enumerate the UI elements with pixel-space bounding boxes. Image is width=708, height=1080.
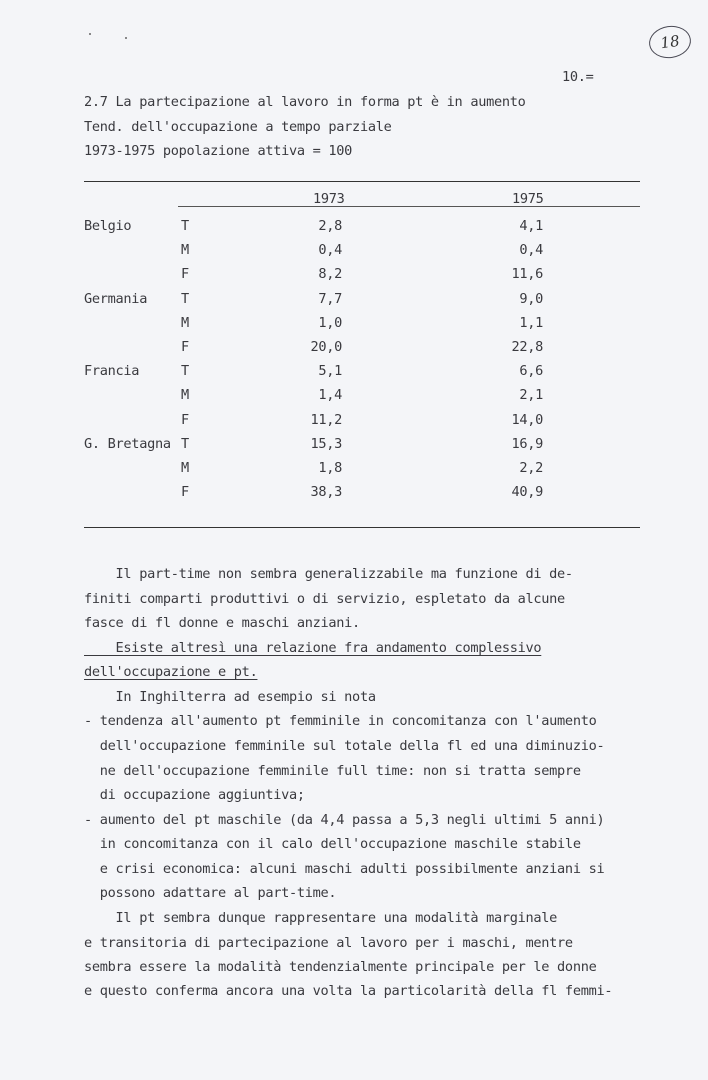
section-heading: 2.7 La partecipazione al lavoro in forma pt è in aumento (84, 94, 526, 110)
table-row-code: M (181, 460, 189, 476)
table-cell-1973: 1,4 (318, 387, 342, 404)
body-line: dell'occupazione e pt. (84, 664, 258, 680)
table-top-rule (84, 181, 640, 182)
table-cell-1975: 2,1 (519, 387, 543, 404)
body-line: di occupazione aggiuntiva; (84, 787, 305, 803)
page-number: 10.= (562, 69, 594, 85)
column-header-1973: 1973 (313, 191, 345, 207)
table-cell-1975: 6,6 (519, 363, 543, 380)
table-cell-1973: 5,1 (318, 363, 342, 380)
column-header-rule (178, 206, 640, 207)
body-line: e transitoria di partecipazione al lavoro per i maschi, mentre (84, 935, 573, 951)
table-cell-1973: 7,7 (318, 290, 342, 307)
body-line: possono adattare al part-time. (84, 885, 337, 901)
table-cell-1975: 14,0 (511, 411, 543, 428)
table-row-code: T (181, 290, 189, 307)
table-row-code: F (181, 484, 189, 501)
body-line: fasce di fl donne e maschi anziani. (84, 615, 360, 631)
table-cell-1973: 20,0 (310, 339, 342, 355)
body-line: In Inghilterra ad esempio si nota (84, 689, 376, 705)
body-line: sembra essere la modalità tendenzialmente principale per le donne (84, 959, 597, 975)
table-row-code: T (181, 218, 189, 234)
table-caption: Tend. dell'occupazione a tempo parziale (84, 119, 392, 135)
table-country-label: Francia (84, 363, 140, 380)
table-cell-1975: 2,2 (519, 460, 543, 476)
table-cell-1975: 22,8 (511, 339, 543, 355)
speck (89, 33, 91, 35)
table-cell-1975: 11,6 (511, 266, 543, 283)
body-line: Il pt sembra dunque rappresentare una modalità marginale (84, 910, 558, 926)
table-cell-1973: 0,4 (318, 242, 342, 259)
page-stamp: 18 (647, 23, 693, 61)
table-cell-1973: 11,2 (310, 411, 342, 428)
table-cell-1975: 40,9 (511, 484, 543, 501)
table-cell-1975: 1,1 (519, 314, 543, 331)
table-row-code: T (181, 363, 189, 380)
body-line: e questo conferma ancora una volta la particolarità della fl femmi- (84, 983, 613, 999)
speck (125, 37, 127, 39)
column-header-1975: 1975 (512, 191, 544, 207)
table-cell-1973: 2,8 (318, 218, 342, 234)
table-cell-1975: 9,0 (519, 290, 543, 307)
table-row-code: M (181, 314, 189, 331)
table-cell-1975: 16,9 (511, 435, 543, 452)
table-row-code: M (181, 387, 189, 404)
table-cell-1973: 1,8 (318, 460, 342, 476)
body-line: finiti comparti produttivi o di servizio, espletato da alcune (84, 591, 565, 607)
table-bottom-rule (84, 527, 640, 528)
body-line: dell'occupazione femminile sul totale della fl ed una diminuzio- (84, 738, 605, 754)
table-cell-1973: 15,3 (310, 435, 342, 452)
table-cell-1973: 1,0 (318, 314, 342, 331)
table-cell-1975: 0,4 (519, 242, 543, 259)
body-line: - tendenza all'aumento pt femminile in concomitanza con l'aumento (84, 713, 597, 729)
table-cell-1975: 4,1 (519, 218, 543, 234)
table-subcaption: 1973-1975 popolazione attiva = 100 (84, 143, 353, 159)
body-line: Esiste altresì una relazione fra andamento complessivo (84, 640, 542, 656)
body-line: e crisi economica: alcuni maschi adulti possibilmente anziani si (84, 861, 605, 877)
table-country-label: G. Bretagna (84, 435, 171, 452)
body-line: - aumento del pt maschile (da 4,4 passa a 5,3 negli ultimi 5 anni) (84, 812, 605, 828)
table-row-code: F (181, 339, 189, 355)
body-line: ne dell'occupazione femminile full time: non si tratta sempre (84, 763, 581, 779)
table-row-code: F (181, 266, 189, 283)
table-country-label: Germania (84, 290, 148, 307)
table-country-label: Belgio (84, 218, 132, 234)
table-row-code: T (181, 435, 189, 452)
table-row-code: M (181, 242, 189, 259)
table-cell-1973: 8,2 (318, 266, 342, 283)
body-line: Il part-time non sembra generalizzabile ma funzione di de- (84, 566, 573, 582)
body-line: in concomitanza con il calo dell'occupazione maschile stabile (84, 836, 581, 852)
table-row-code: F (181, 411, 189, 428)
table-cell-1973: 38,3 (310, 484, 342, 501)
